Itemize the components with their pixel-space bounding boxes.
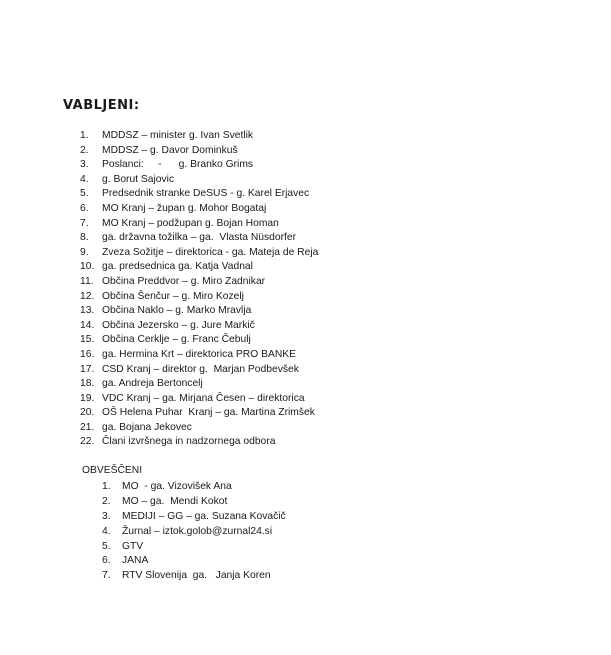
informed-list <box>102 480 286 584</box>
list-item: 14. Občina Jezersko – g. Jure Markič <box>80 319 255 331</box>
list-item: 2. MDDSZ – g. Davor Dominkuš <box>80 144 238 156</box>
list-item: 9. Zveza Sožitje – direktorica - ga. Mateja de Reja <box>80 246 319 258</box>
list-item: 4. Žurnal – iztok.golob@zurnal24.si <box>102 525 273 537</box>
list-item: 12. Občina Šenčur – g. Miro Kozelj <box>80 290 244 302</box>
list-item: 4. g. Borut Sajovic <box>80 173 175 185</box>
list-item: 3. Poslanci: - g. Branko Grims <box>80 159 254 171</box>
list-item: 22. Člani izvršnega in nadzornega odbora <box>80 436 276 448</box>
list-item: 15. Občina Cerklje – g. Franc Čebulj <box>80 334 251 346</box>
invited-list <box>80 129 318 450</box>
list-item: 19. VDC Kranj – ga. Mirjana Česen – direktorica <box>80 392 305 404</box>
list-item: 6. JANA <box>102 555 149 567</box>
list-item: 5. Predsednik stranke DeSUS - g. Karel Erjavec <box>80 188 310 200</box>
list-item: 1. MO - ga. Vizovišek Ana <box>102 481 232 492</box>
list-item: 18. ga. Andreja Bertoncelj <box>80 378 203 390</box>
informed-heading: OBVEŠČENI <box>82 465 143 476</box>
list-item: 10. ga. predsednica ga. Katja Vadnal <box>80 261 253 273</box>
list-item: 6. MO Kranj – župan g. Mohor Bogataj <box>80 202 267 214</box>
list-item: 2. MO – ga. Mendi Kokot <box>102 495 228 507</box>
list-item: 17. CSD Kranj – direktor g. Marjan Podbevšek <box>80 363 299 375</box>
list-item: 20. OŠ Helena Puhar Kranj – ga. Martina Zrimšek <box>80 407 315 419</box>
list-item: 16. ga. Hermina Krt – direktorica PRO BANKE <box>80 348 296 360</box>
list-item: 21. ga. Bojana Jekovec <box>80 421 192 433</box>
list-item: 11. Občina Preddvor – g. Miro Zadnikar <box>80 275 266 287</box>
list-item: 7. MO Kranj – podžupan g. Bojan Homan <box>80 217 279 229</box>
list-item: 8. ga. državna tožilka – ga. Vlasta Nüsdorfer <box>80 232 297 244</box>
list-item: 5. GTV <box>102 540 144 552</box>
list-item: 1. MDDSZ – minister g. Ivan Svetlik <box>80 130 254 141</box>
invited-heading: VABLJENI: <box>63 98 140 113</box>
list-item: 13. Občina Naklo – g. Marko Mravlja <box>80 305 252 317</box>
list-item: 3. MEDIJI – GG – ga. Suzana Kovačič <box>102 510 286 522</box>
list-item: 7. RTV Slovenija ga. Janja Koren <box>102 570 271 582</box>
